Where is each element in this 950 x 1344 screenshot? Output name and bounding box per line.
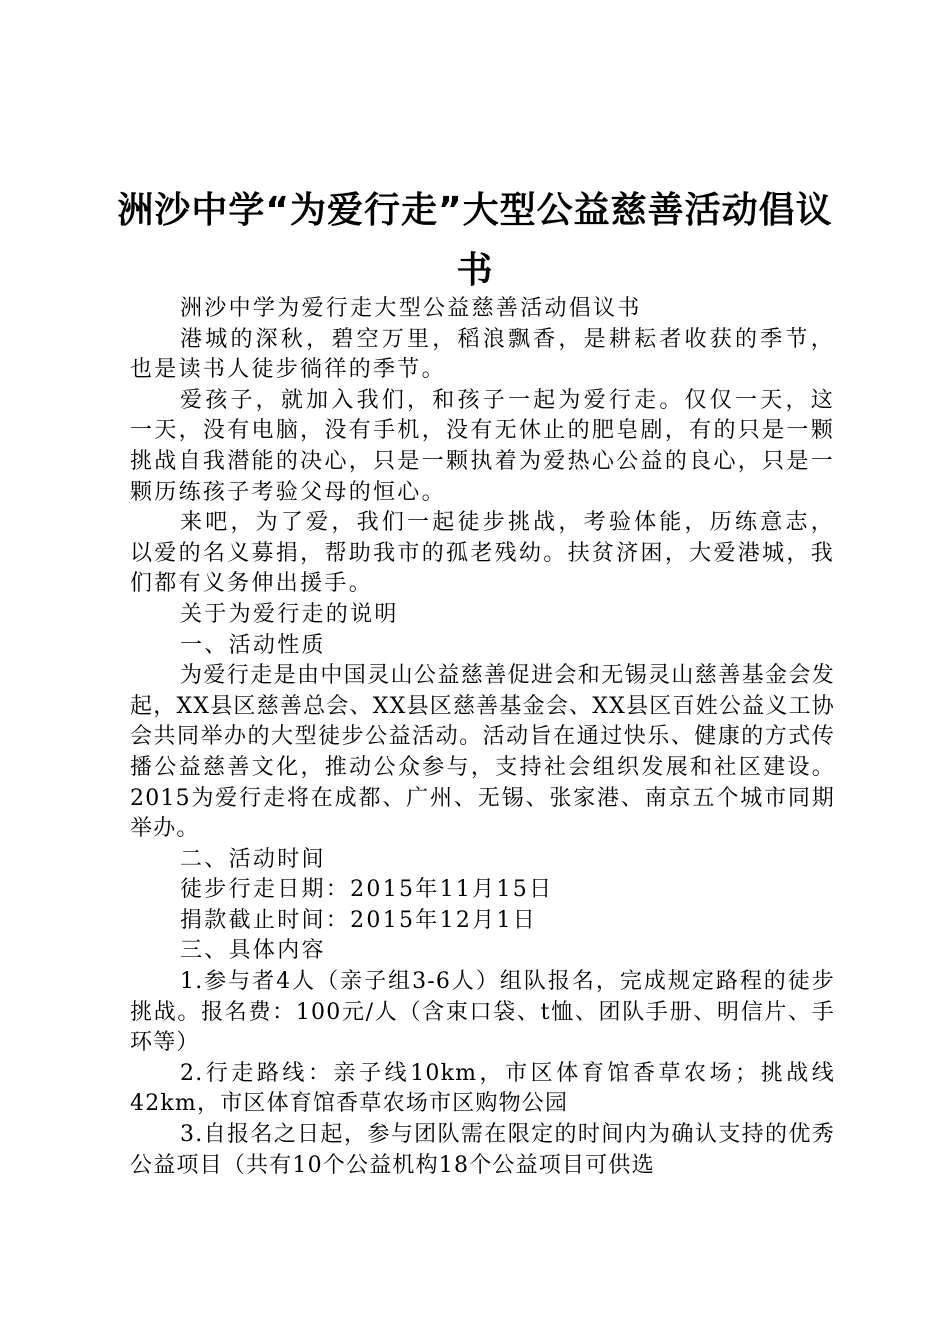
paragraph-nature: 为爱行走是由中国灵山公益慈善促进会和无锡灵山慈善基金会发起，XX县区慈善总会、XX县区慈善基金会、XX县区百姓公益义工协会共同举办的大型徒步公益活动。活动旨在通过快乐、健康的方式传播公益慈善文化，推动公众参与，支持社会组织发展和社区建设。2015为爱行走将在成都、广州、无锡、张家港、南京五个城市同期举办。	[130, 663, 835, 842]
list-item-fundraising: 3.自报名之日起，参与团队需在限定的时间内为确认支持的优秀公益项目（共有10个公益机构18个公益项目可供选	[130, 1122, 835, 1178]
section-heading-time: 二、活动时间	[180, 846, 326, 872]
section-heading-nature: 一、活动性质	[180, 632, 326, 658]
section-heading-content: 三、具体内容	[180, 938, 326, 964]
paragraph-intro: 港城的深秋，碧空万里，稻浪飘香，是耕耘者收获的季节，也是读书人徒步徜徉的季节。	[130, 326, 835, 383]
paragraph-love-children: 爱孩子，就加入我们，和孩子一起为爱行走。仅仅一天，这一天，没有电脑，没有手机，没有无休止的肥皂剧，有的只是一颗挑战自我潜能的决心，只是一颗执着为爱热心公益的良心，只是一颗历练孩子考验父母的恒心。	[130, 387, 835, 505]
document-body	[130, 294, 835, 1181]
document-title-continuation: 书	[456, 250, 494, 291]
paragraph-walk-date: 徒步行走日期：2015年11月15日	[180, 877, 554, 903]
paragraph-explanation-heading: 关于为爱行走的说明	[180, 601, 399, 627]
list-item-registration: 1.参与者4人（亲子组3-6人）组队报名，完成规定路程的徒步挑战。报名费：100元/人（含束口袋、t恤、团队手册、明信片、手环等）	[130, 969, 835, 1056]
paragraph-donation-deadline: 捐款截止时间：2015年12月1日	[180, 907, 538, 933]
paragraph-call-to-action: 来吧，为了爱，我们一起徒步挑战，考验体能，历练意志，以爱的名义募捐，帮助我市的孤老残幼。扶贫济困，大爱港城，我们都有义务伸出援手。	[130, 510, 835, 597]
document-title: 洲沙中学“为爱行走”大型公益慈善活动倡议	[117, 190, 833, 231]
list-item-route: 2.行走路线：亲子线10km，市区体育馆香草农场；挑战线42km，市区体育馆香草农场市区购物公园	[130, 1060, 835, 1117]
paragraph-subtitle: 洲沙中学为爱行走大型公益慈善活动倡议书	[180, 296, 642, 321]
